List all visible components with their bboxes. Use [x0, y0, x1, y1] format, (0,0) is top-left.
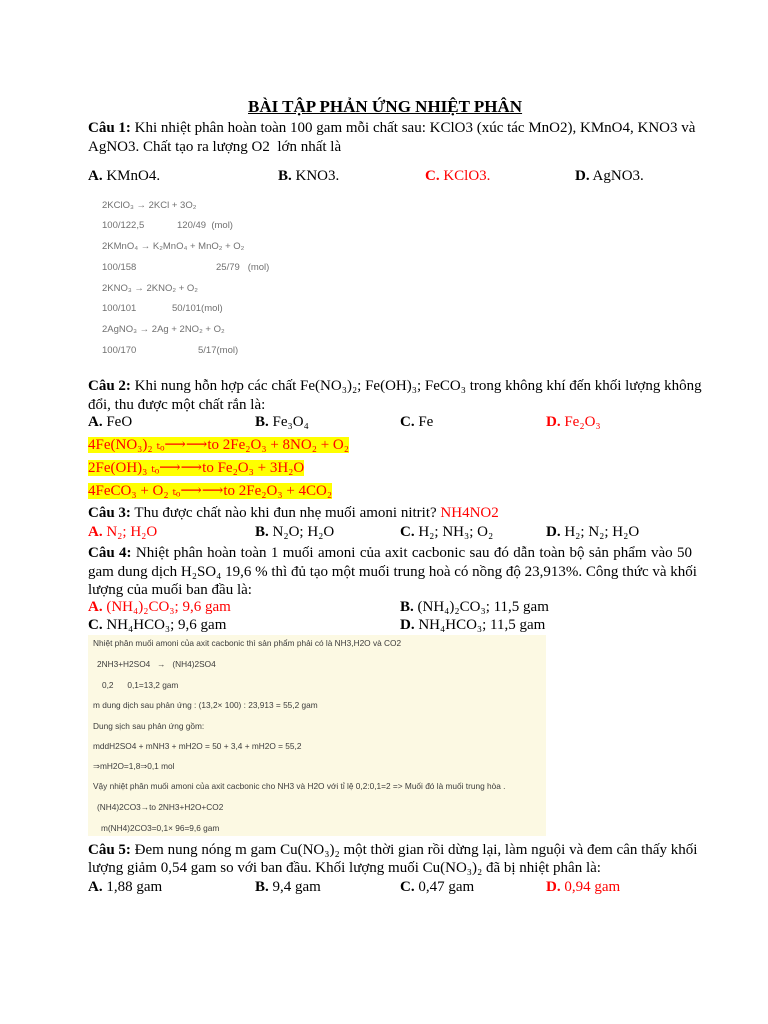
solution-4-line-8: Vậy nhiệt phân muối amoni của axit cacbonic cho NH3 và H2O với tỉ lệ 0,2:0,1=2 => Muối đó là muối trung hòa .	[93, 781, 506, 791]
option-text: N₂; H₂O	[106, 524, 158, 540]
option-text: Fe₃O₄	[272, 414, 309, 430]
highlighted-equation-2	[88, 458, 304, 478]
question-3-option-b	[255, 523, 334, 541]
highlighted-equation-3	[88, 481, 332, 501]
question-1-option-a	[88, 167, 160, 185]
option-text: AgNO3.	[592, 168, 644, 184]
question-1-option-c	[425, 167, 490, 185]
question-2-option-c	[400, 413, 433, 431]
question-5-label: Câu 5:	[88, 842, 131, 858]
question-2-option-d	[546, 413, 601, 431]
question-1-label: Câu 1:	[88, 120, 131, 136]
option-letter: C.	[400, 414, 415, 430]
question-5-option-b	[255, 878, 321, 896]
solution-4-line-3: 0,2 0,1=13,2 gam	[102, 680, 179, 690]
option-letter: B.	[255, 524, 269, 540]
option-letter: C.	[400, 524, 415, 540]
question-2-line-1	[88, 377, 702, 395]
option-letter: C.	[425, 168, 440, 184]
solution-4-line-6: mddH2SO4 + mNH3 + mH2O = 50 + 3,4 + mH2O = 55,2	[93, 741, 302, 751]
question-3-text: Thu được chất nào khi đun nhẹ muối amoni nitrit?	[134, 505, 437, 521]
solution-4-line-2: 2NH3+H2SO4 → (NH4)2SO4	[97, 659, 216, 669]
option-letter: D.	[575, 168, 590, 184]
solution-1-moles-2: 100/158	[102, 262, 137, 273]
option-text: NH₄HCO₃; 11,5 gam	[418, 617, 546, 633]
question-3-answer-note: NH4NO2	[440, 505, 499, 521]
option-letter: C.	[400, 879, 415, 895]
option-letter: B.	[255, 879, 269, 895]
option-letter: D.	[546, 879, 561, 895]
solution-1-equation-3: 2KNO₃ → 2KNO₂ + O₂	[102, 283, 198, 294]
solution-1-moles-3: 100/101	[102, 303, 137, 314]
question-4-text: Nhiệt phân hoàn toàn 1 muối amoni của axit cacbonic sau đó dẫn toàn bộ sản phẩm vào 50	[135, 545, 692, 561]
solution-1-product-moles-4: 5/17(mol)	[198, 345, 239, 356]
solution-4-line-9: (NH4)2CO3→to 2NH3+H2O+CO2	[97, 802, 224, 812]
option-text: (NH₄)₂CO₃; 11,5 gam	[417, 599, 549, 615]
question-4-label: Câu 4:	[88, 545, 132, 561]
question-5-line-1	[88, 841, 698, 859]
solution-4-line-5: Dung sịch sau phản ứng gồm:	[93, 721, 205, 731]
solution-1-moles-4: 100/170	[102, 345, 137, 356]
solution-1-equation-4: 2AgNO₃ → 2Ag + 2NO₂ + O₂	[102, 324, 225, 335]
question-1-text: Khi nhiệt phân hoàn toàn 100 gam mỗi chất sau: KClO3 (xúc tác MnO2), KMnO4, KNO3 và	[134, 120, 696, 136]
solution-1-moles-1: 100/122,5	[102, 220, 145, 231]
question-1-option-d	[575, 167, 644, 185]
option-text: FeO	[106, 414, 133, 430]
highlighted-equation-text: 4Fe(NO₃)₂ ₜₒ⟶⟶to 2Fe₂O₃ + 8NO₂ + O₂	[88, 437, 349, 453]
question-2-option-a	[88, 413, 132, 431]
question-4-option-c	[88, 616, 226, 634]
option-letter: A.	[88, 168, 103, 184]
solution-4-line-4: m dung dịch sau phản ứng : (13,2× 100) : 23,913 = 55,2 gam	[93, 700, 318, 710]
option-letter: B.	[400, 599, 414, 615]
highlighted-equation-1	[88, 435, 349, 455]
question-2-text: Khi nung hỗn hợp các chất Fe(NO₃)₂; Fe(OH)₃; FeCO₃ trong không khí đến khối lượng không	[134, 378, 702, 394]
question-4-option-d	[400, 616, 545, 634]
option-text: Fe₂O₃	[564, 414, 601, 430]
question-3-option-c	[400, 523, 493, 541]
solution-4-box	[88, 635, 546, 836]
question-5-text: Đem nung nóng m gam Cu(NO₃)₂ một thời gian rồi dừng lại, làm nguội và đem cân thấy khối	[134, 842, 698, 858]
option-text: 0,47 gam	[418, 879, 475, 895]
option-text: H₂; NH₃; O₂	[418, 524, 494, 540]
option-letter: A.	[88, 524, 103, 540]
option-letter: D.	[546, 524, 561, 540]
question-2-option-b	[255, 413, 309, 431]
question-1-line-1	[88, 119, 695, 137]
question-4-option-a	[88, 598, 231, 616]
option-text: KNO3.	[295, 168, 340, 184]
question-2-line-2: đổi, thu được một chất rắn là:	[88, 397, 266, 413]
option-letter: C.	[88, 617, 103, 633]
question-1-option-b	[278, 167, 339, 185]
question-4-line-2: gam dung dịch H₂SO₄ 19,6 % thì đủ tạo một muối trung hoà có nồng độ 23,913%. Công thức và khối	[88, 564, 697, 580]
option-letter: A.	[88, 599, 103, 615]
question-3-label: Câu 3:	[88, 505, 131, 521]
option-letter: A.	[88, 414, 103, 430]
question-2-label: Câu 2:	[88, 378, 131, 394]
solution-4-line-7: ⇒mH2O=1,8⇒0,1 mol	[93, 761, 175, 771]
highlighted-equation-text: 2Fe(OH)₃ ₜₒ⟶⟶to Fe₂O₃ + 3H₂O	[88, 460, 305, 476]
option-text: (NH₄)₂CO₃; 9,6 gam	[106, 599, 231, 615]
option-letter: D.	[400, 617, 415, 633]
solution-1-product-moles-2: 25/79 (mol)	[216, 262, 270, 273]
solution-1-product-moles-1: 120/49 (mol)	[177, 220, 233, 231]
question-4-line-3: lượng của muối ban đầu là:	[88, 582, 252, 598]
question-5-line-2: lượng giảm 0,54 gam so với ban đầu. Khối lượng muối Cu(NO₃)₂ đã bị nhiệt phân là:	[88, 860, 601, 876]
option-letter: D.	[546, 414, 561, 430]
option-text: KClO3.	[443, 168, 491, 184]
question-5-option-a	[88, 878, 162, 896]
option-text: Fe	[418, 414, 434, 430]
solution-4-line-1: Nhiệt phân muối amoni của axit cacbonic thì sản phẩm phải có là NH3,H2O và CO2	[93, 638, 402, 648]
question-4-option-b	[400, 598, 549, 616]
highlighted-equation-text: 4FeCO₃ + O₂ ₜₒ⟶⟶to 2Fe₂O₃ + 4CO₂	[88, 483, 333, 499]
option-text: 0,94 gam	[564, 879, 621, 895]
question-1-line-2: AgNO3. Chất tạo ra lượng O2 lớn nhất là	[88, 139, 342, 155]
question-5-option-c	[400, 878, 474, 896]
option-text: KMnO4.	[106, 168, 161, 184]
page-title: BÀI TẬP PHẢN ỨNG NHIỆT PHÂN	[248, 97, 523, 116]
solution-4-line-10: m(NH4)2CO3=0,1× 96=9,6 gam	[101, 823, 220, 833]
option-letter: B.	[278, 168, 292, 184]
option-letter: B.	[255, 414, 269, 430]
option-letter: A.	[88, 879, 103, 895]
question-5-option-d	[546, 878, 620, 896]
solution-1-equation-2: 2KMnO₄ → K₂MnO₄ + MnO₂ + O₂	[102, 241, 245, 252]
option-text: 1,88 gam	[106, 879, 163, 895]
option-text: 9,4 gam	[272, 879, 321, 895]
option-text: N₂O; H₂O	[272, 524, 335, 540]
solution-1-equation-1: 2KClO₃ → 2KCl + 3O₂	[102, 200, 197, 211]
question-3-option-d	[546, 523, 639, 541]
question-4-line-1	[88, 544, 692, 562]
question-3-line-1	[88, 504, 499, 522]
option-text: H₂; N₂; H₂O	[564, 524, 640, 540]
solution-1-product-moles-3: 50/101(mol)	[172, 303, 223, 314]
question-3-option-a	[88, 523, 157, 541]
option-text: NH₄HCO₃; 9,6 gam	[106, 617, 227, 633]
